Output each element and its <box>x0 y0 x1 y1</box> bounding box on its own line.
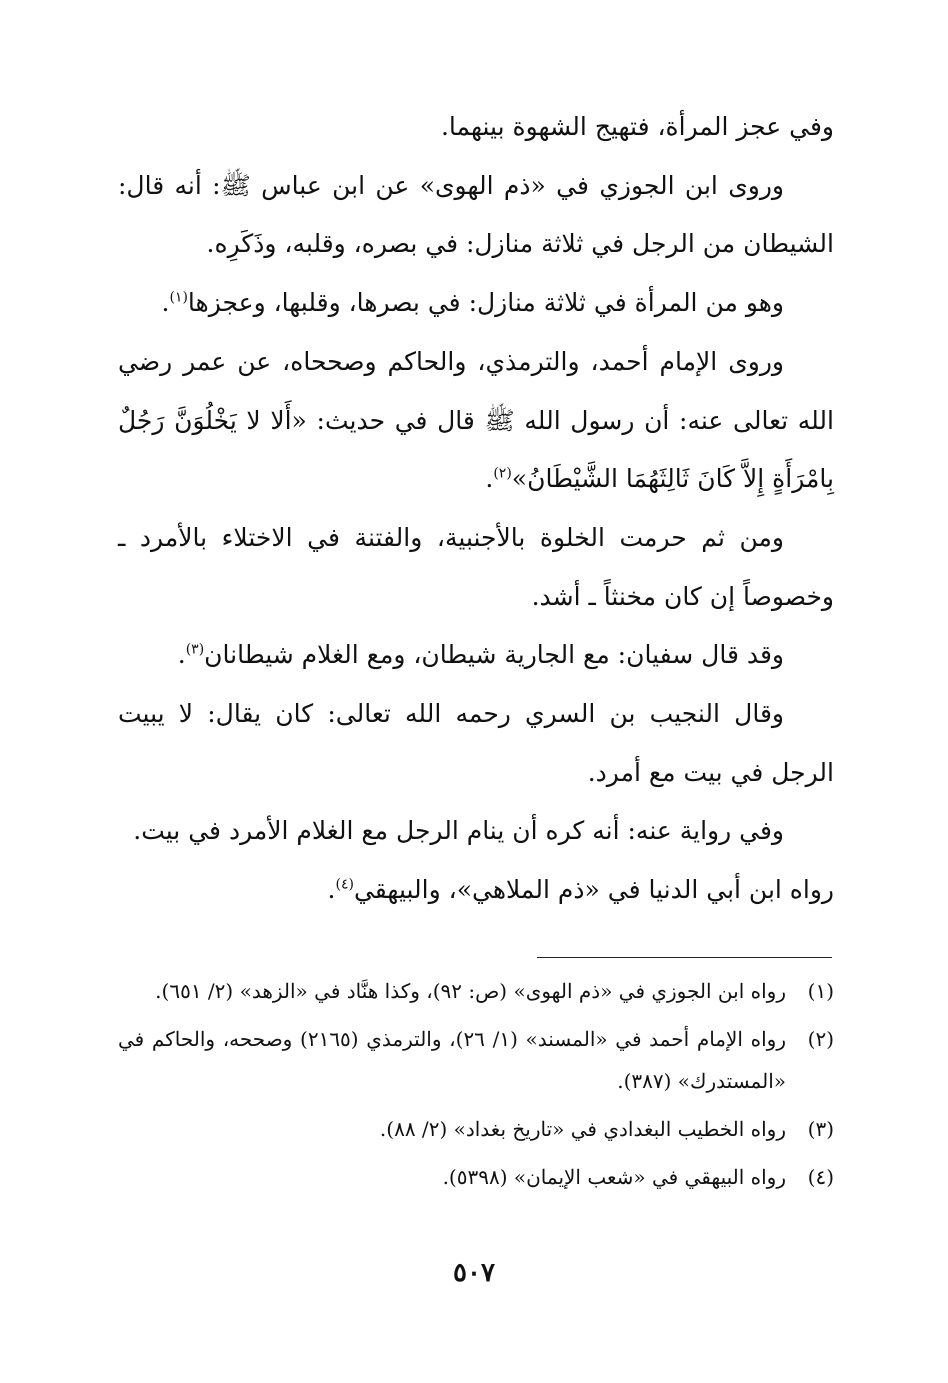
footnote-text: رواه البيهقي في «شعب الإيمان» (٥٣٩٨). <box>442 1165 786 1189</box>
footnote-3 <box>118 1108 834 1150</box>
paragraph-9-end: . <box>327 875 336 905</box>
paragraph-9-text: رواه ابن أبي الدنيا في «ذم الملاهي»، والبيهقي <box>353 875 834 905</box>
paragraph-3-end: . <box>161 288 170 318</box>
paragraph-3 <box>118 274 834 333</box>
main-text <box>118 98 834 920</box>
paragraph-5: ومن ثم حرمت الخلوة بالأجنبية، والفتنة في الاختلاء بالأمرد ـ وخصوصاً إن كان مخنثاً ـ أشد. <box>118 522 834 611</box>
paragraph-9 <box>118 861 834 920</box>
footnote-ref-1[interactable]: (١) <box>169 289 188 306</box>
paragraph-6-text: وقد قال سفيان: مع الجارية شيطان، ومع الغلام شيطانان <box>204 640 784 670</box>
footnote-ref-4[interactable]: (٤) <box>335 876 354 893</box>
footnotes <box>118 970 834 1204</box>
paragraph-2: وروى ابن الجوزي في «ذم الهوى» عن ابن عباس ﷺ: أنه قال: الشيطان من الرجل في ثلاثة منازل: في بصره، وقلبه، وذَكَرِه. <box>118 170 834 259</box>
footnote-number: (٤) <box>807 1165 834 1189</box>
footnote-1 <box>118 970 834 1012</box>
footnote-ref-3[interactable]: (٣) <box>185 642 205 658</box>
footnote-4 <box>118 1156 834 1198</box>
page-number: ٥٠٧ <box>453 1258 495 1288</box>
footnote-number: (٢) <box>807 1027 834 1051</box>
paragraph-4 <box>118 333 834 509</box>
footnote-text: رواه الإمام أحمد في «المسند» (١/ ٢٦)، والترمذي (٢١٦٥) وصححه، والحاكم في «المستدرك» (٣٨٧). <box>118 1027 786 1093</box>
paragraph-3-text: وهو من المرأة في ثلاثة منازل: في بصرها، وقلبها، وعجزها <box>187 288 784 318</box>
paragraph-4-text: وروى الإمام أحمد، والترمذي، والحاكم وصححاه، عن عمر رضي الله تعالى عنه: أن رسول الله ﷺ قال في حديث: «أَلا لا يَخْلُوَنَّ رَجُلٌ بِامْرَأَةٍ إِلاَّ كَانَ ثَالِثَهُمَا الشَّيْطَانُ» <box>118 346 834 494</box>
paragraph-1: وفي عجز المرأة، فتهيج الشهوة بينهما. <box>440 112 834 141</box>
footnote-divider <box>537 957 832 958</box>
footnote-number: (١) <box>807 979 834 1003</box>
paragraph-8: وفي رواية عنه: أنه كره أن ينام الرجل مع الغلام الأمرد في بيت. <box>133 816 784 846</box>
footnote-2 <box>118 1018 834 1102</box>
paragraph-6 <box>118 626 834 685</box>
paragraph-4-end: . <box>485 464 494 494</box>
footnote-text: رواه ابن الجوزي في «ذم الهوى» (ص: ٩٢)، وكذا هنَّاد في «الزهد» (٢/ ٦٥١). <box>155 979 786 1003</box>
footnote-text: رواه الخطيب البغدادي في «تاريخ بغداد» (٢/ ٨٨). <box>379 1117 786 1141</box>
paragraph-6-end: . <box>177 640 186 670</box>
paragraph-7: وقال النجيب بن السري رحمه الله تعالى: كان يقال: لا يبيت الرجل في بيت مع أمرد. <box>118 699 834 787</box>
footnote-number: (٣) <box>807 1117 834 1141</box>
footnote-ref-2[interactable]: (٢) <box>493 465 512 482</box>
